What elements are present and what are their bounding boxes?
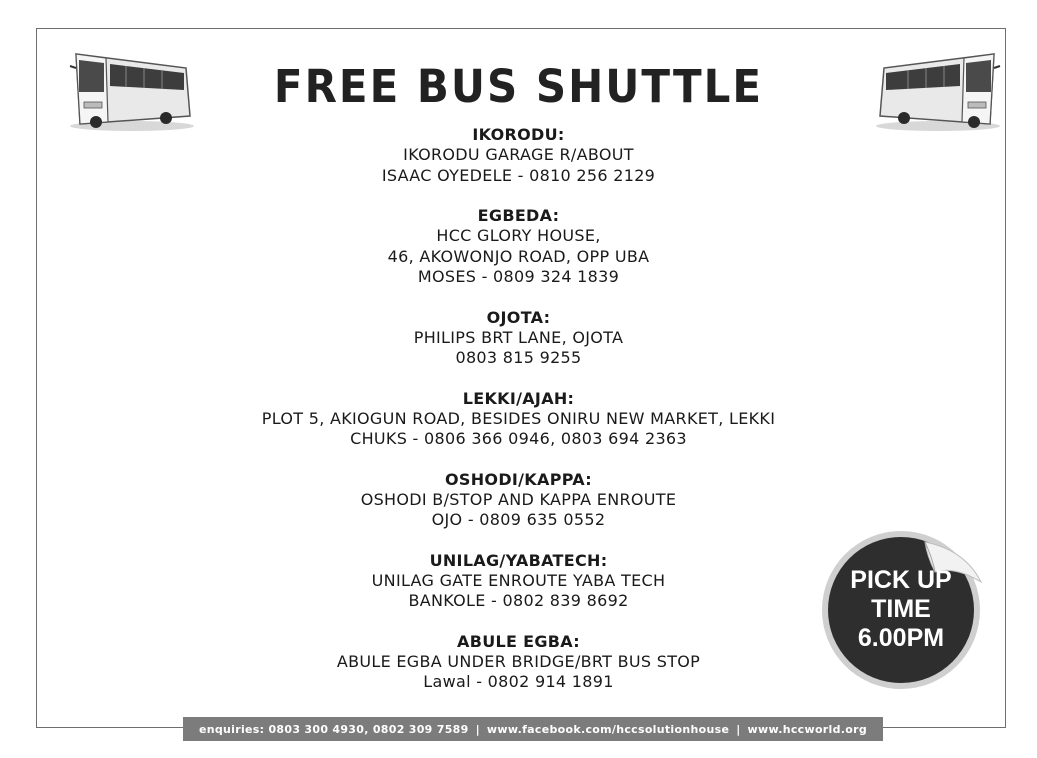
location-heading: ABULE EGBA: [457,631,580,651]
footer-enquiries: enquiries: 0803 300 4930, 0802 309 7589 [198,722,469,736]
location-detail: ISAAC OYEDELE - 0810 256 2129 [381,165,656,185]
location-detail: ABULE EGBA UNDER BRIDGE/BRT BUS STOP [336,651,701,671]
pickup-time-line: PICK UP [850,566,952,594]
location-heading: IKORODU: [472,125,565,144]
location-section [0,205,1037,288]
location-detail: Lawal - 0802 914 1891 [423,672,614,691]
location-detail: PHILIPS BRT LANE, OJOTA [413,327,624,347]
location-detail: BANKOLE - 0802 839 8692 [408,591,629,610]
pickup-time-value: 6.00PM [857,624,945,652]
location-section [0,388,1037,450]
pickup-time-line: TIME [871,595,931,623]
location-detail: PLOT 5, AKIOGUN ROAD, BESIDES ONIRU NEW MARKET, LEKKI [261,408,776,428]
location-section [0,124,1037,186]
location-heading: OJOTA: [486,307,551,327]
location-heading: UNILAG/YABATECH: [429,550,608,570]
footer-bar [183,717,883,741]
location-heading: OSHODI/KAPPA: [445,469,592,489]
location-detail: 46, AKOWONJO ROAD, OPP UBA [387,246,650,266]
location-section [0,307,1037,369]
footer-facebook-link[interactable]: www.facebook.com/hccsolutionhouse [486,722,730,736]
page-title: FREE BUS SHUTTLE [273,60,764,113]
footer-separator: | [736,722,741,736]
location-detail: UNILAG GATE ENROUTE YABA TECH [371,570,666,590]
footer-website-link[interactable]: www.hccworld.org [747,722,868,736]
location-detail: MOSES - 0809 324 1839 [417,267,620,286]
location-detail: HCC GLORY HOUSE, [436,226,601,245]
location-detail: IKORODU GARAGE R/ABOUT [403,145,634,164]
location-detail: OSHODI B/STOP AND KAPPA ENROUTE [360,489,677,509]
footer-separator: | [475,722,480,736]
location-detail: OJO - 0809 635 0552 [431,510,606,529]
location-heading: EGBEDA: [477,206,560,225]
location-heading: LEKKI/AJAH: [462,388,575,408]
location-detail: 0803 815 9255 [455,348,582,367]
pickup-time-label [815,566,987,653]
location-detail: CHUKS - 0806 366 0946, 0803 694 2363 [350,429,687,448]
